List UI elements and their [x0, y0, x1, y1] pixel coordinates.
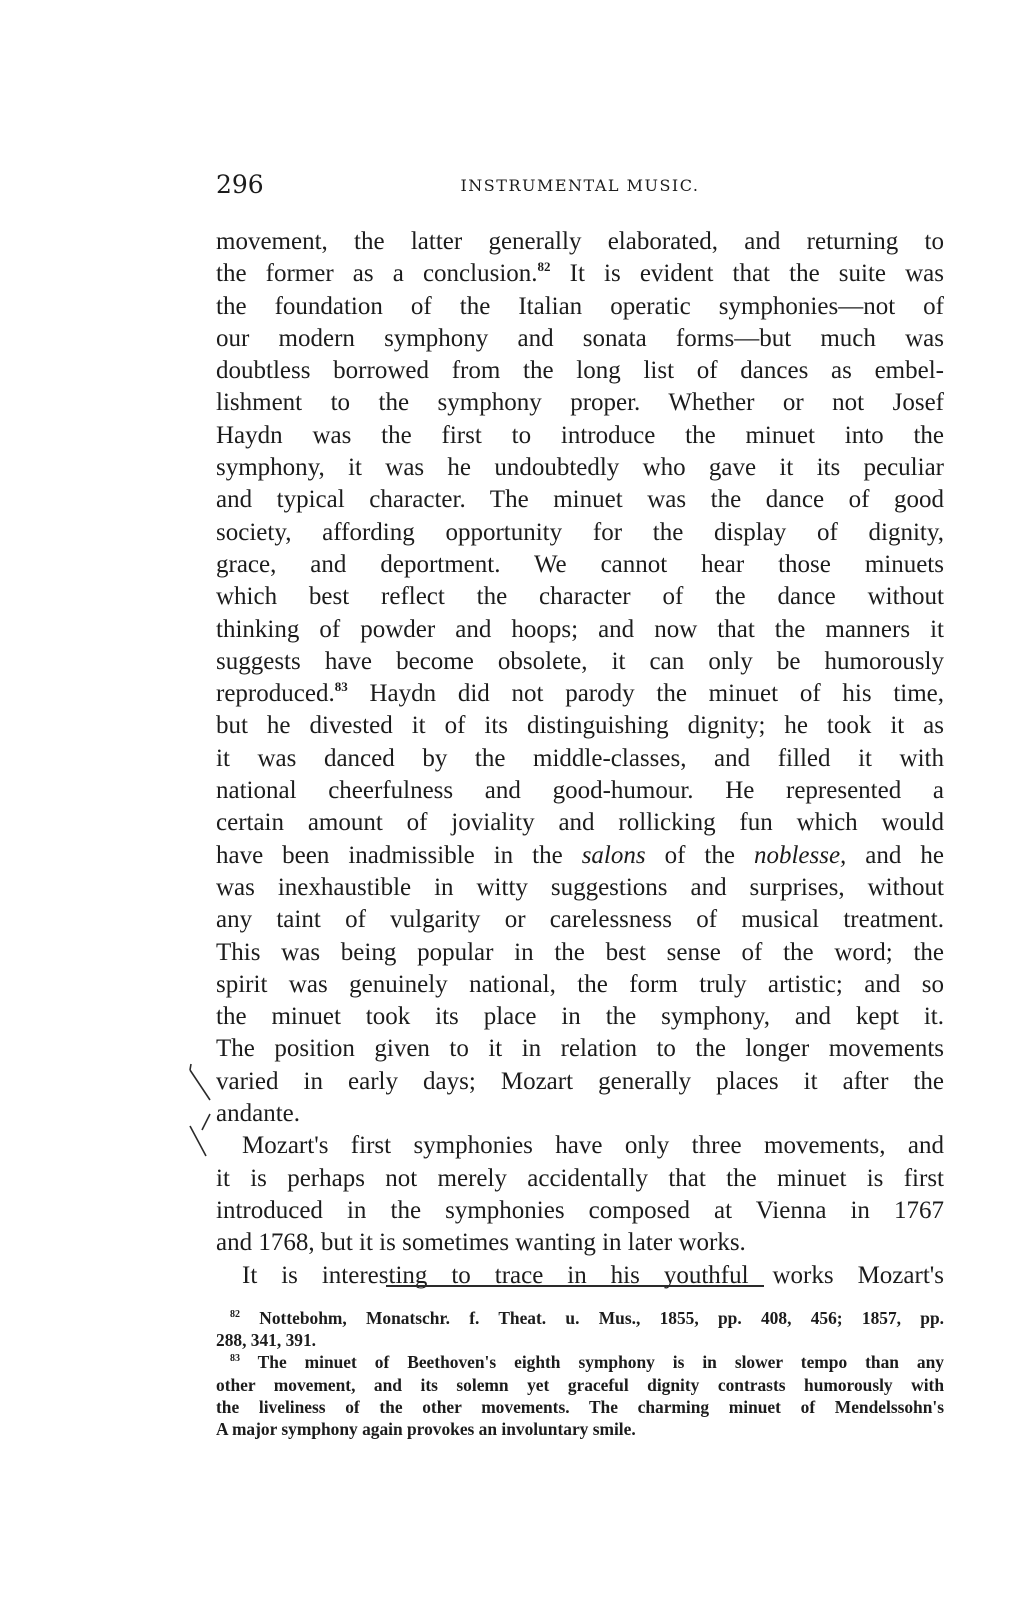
text-line: national cheerfulness and good-humour. He represented a: [216, 777, 944, 805]
text-line: lishment to the symphony proper. Whether or not Josef: [216, 389, 944, 417]
text-line: the minuet took its place in the symphony, and kept it.: [216, 1003, 944, 1031]
footnote-ref-82[interactable]: 82: [537, 259, 551, 275]
text-line: the foundation of the Italian operatic symphonies—not of: [216, 292, 944, 320]
footnote-82: $^{82}$ Nottebohm, Monatschr. f. Theat. u. Mus., 1855, pp. 408, 456; 1857, pp.: [230, 1308, 944, 1328]
footnote-line: 288, 341, 391.: [216, 1330, 316, 1351]
text-line: was inexhaustible in witty suggestions and surprises, without: [216, 873, 944, 901]
text-line: introduced in the symphonies composed at Vienna in 1767: [216, 1196, 944, 1224]
page-number: 296: [216, 170, 264, 199]
text-line: which best reflect the character of the dance without: [216, 583, 944, 611]
text-line: but he divested it of its distinguishing dignity; he took it as: [216, 712, 944, 740]
text-line: movement, the latter generally elaborated, and returning to: [216, 228, 944, 255]
footnote-marker: 83: [230, 1353, 240, 1365]
text-line: The position given to it in relation to the longer movements: [216, 1035, 944, 1063]
text-line: varied in early days; Mozart generally places it after the: [216, 1067, 944, 1095]
text-line: reproduced.$^{83}$ Haydn did not parody the minuet of his time,: [216, 679, 944, 708]
text-line: suggests have become obsolete, it can only be humorously: [216, 647, 944, 675]
footnote-line: other movement, and its solemn yet graceful dignity contrasts humorously with: [216, 1374, 944, 1395]
text-line: symphony, it was he undoubtedly who gave it its peculiar: [216, 454, 944, 482]
footnote-marker: 82: [230, 1309, 240, 1320]
text-line: This was being popular in the best sense of the word; the: [216, 938, 944, 966]
text-line: and 1768, but it is sometimes wanting in later works.: [216, 1229, 746, 1257]
text-line: andante.: [216, 1100, 300, 1128]
text-line: and typical character. The minuet was the dance of good: [216, 486, 944, 514]
text-line: society, affording opportunity for the display of dignity,: [216, 518, 944, 546]
text-line: It is interesting to trace in his youthful works Mozart's: [242, 1261, 944, 1289]
text-line: certain amount of joviality and rollicking fun which would: [216, 809, 944, 837]
footnote-ref-83[interactable]: 83: [334, 679, 348, 695]
text-line: thinking of powder and hoops; and now that the manners it: [216, 615, 944, 643]
text-line: spirit was genuinely national, the form truly artistic; and so: [216, 970, 944, 998]
text-line: it is perhaps not merely accidentally that the minuet is first: [216, 1164, 944, 1192]
text-line: any taint of vulgarity or carelessness of musical treatment.: [216, 906, 944, 934]
body-text: [216, 226, 944, 1292]
italic-term: noblesse,: [753, 841, 847, 869]
text-line: grace, and deportment. We cannot hear those minuets: [216, 550, 944, 578]
text-line: have been inadmissible in the salons of the noblesse, and he: [216, 841, 944, 869]
footnote-83: $^{83}$ The minuet of Beethoven's eighth symphony is in slower tempo than any: [230, 1352, 944, 1373]
footnote-line: the liveliness of the other movements. The charming minuet of Mendelssohn's: [216, 1396, 944, 1417]
text-line: Haydn was the first to introduce the minuet into the: [216, 421, 944, 449]
text-line: our modern symphony and sonata forms—but much was: [216, 324, 944, 352]
page-header: [216, 170, 944, 204]
text-line: the former as a conclusion.$^{82}$ It is evident that the suite was: [216, 259, 944, 288]
running-head: INSTRUMENTAL MUSIC.: [460, 176, 700, 195]
text-line: Mozart's first symphonies have only three movements, and: [242, 1132, 944, 1160]
text-line: doubtless borrowed from the long list of dances as embel-: [216, 357, 944, 385]
footnote-line: A major symphony again provokes an involuntary smile.: [216, 1418, 636, 1439]
text-line: it was danced by the middle-classes, and filled it with: [216, 744, 944, 772]
handwritten-margin-mark-icon: [186, 1050, 246, 1170]
footnotes: [216, 1307, 944, 1440]
footnote-rule: [386, 1285, 764, 1287]
italic-term: salons: [581, 841, 646, 869]
